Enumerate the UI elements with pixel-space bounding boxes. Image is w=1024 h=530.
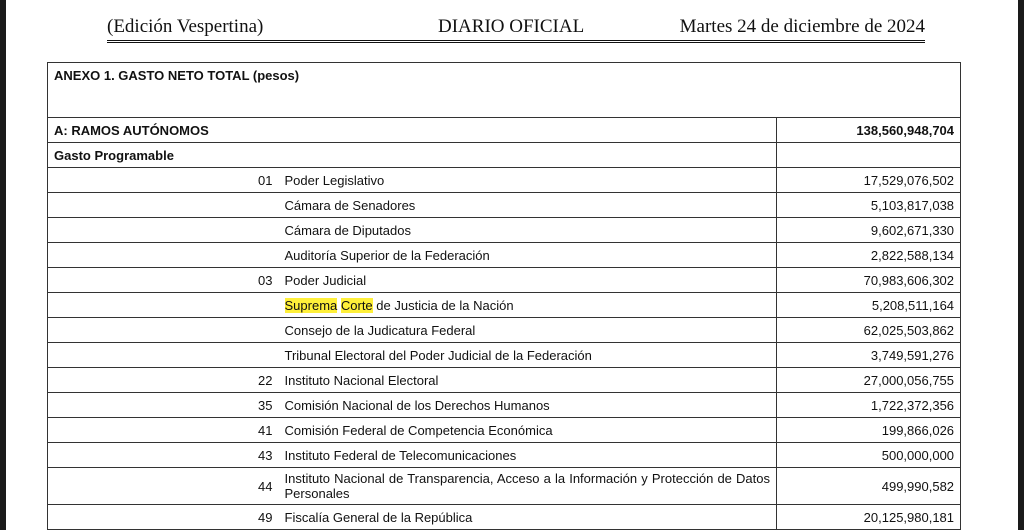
row-code [48, 318, 279, 343]
highlighted-word[interactable]: Corte [340, 297, 373, 313]
table-row-highlighted [48, 293, 961, 318]
table-row [48, 268, 961, 293]
row-name [279, 293, 777, 318]
publication-title: DIARIO OFICIAL [438, 16, 585, 37]
row-code: 22 [48, 368, 279, 393]
row-name: Instituto Nacional Electoral [279, 368, 777, 393]
row-amount: 9,602,671,330 [777, 218, 961, 243]
row-amount: 5,208,511,164 [777, 293, 961, 318]
table-row [48, 505, 961, 530]
section-row [48, 118, 961, 143]
subsection-label: Gasto Programable [48, 143, 777, 168]
row-name-rest: de Justicia de la Nación [376, 297, 514, 313]
row-amount: 3,749,591,276 [777, 343, 961, 368]
row-amount: 27,000,056,755 [777, 368, 961, 393]
row-name: Cámara de Diputados [279, 218, 777, 243]
row-code [48, 193, 279, 218]
row-name: Poder Judicial [279, 268, 777, 293]
table-row [48, 418, 961, 443]
edition-label: (Edición Vespertina) [107, 16, 264, 37]
row-name: Comisión Nacional de los Derechos Humanos [279, 393, 777, 418]
table-row [48, 468, 961, 505]
table-row [48, 168, 961, 193]
row-amount: 5,103,817,038 [777, 193, 961, 218]
row-code [48, 343, 279, 368]
header-rule [107, 40, 925, 43]
row-amount: 20,125,980,181 [777, 505, 961, 530]
row-code: 41 [48, 418, 279, 443]
highlighted-word[interactable]: Suprema [284, 297, 338, 313]
table-row [48, 193, 961, 218]
row-name: Auditoría Superior de la Federación [279, 243, 777, 268]
table-row [48, 393, 961, 418]
row-code: 44 [48, 468, 279, 505]
budget-table [47, 62, 961, 530]
row-code [48, 243, 279, 268]
table-row [48, 318, 961, 343]
row-name: Fiscalía General de la República [279, 505, 777, 530]
publication-date: Martes 24 de diciembre de 2024 [679, 16, 925, 37]
table-row [48, 343, 961, 368]
row-code [48, 218, 279, 243]
row-name: Tribunal Electoral del Poder Judicial de la Federación [279, 343, 777, 368]
right-edge-bar [1018, 0, 1024, 530]
row-name: Cámara de Senadores [279, 193, 777, 218]
table-title: ANEXO 1. GASTO NETO TOTAL (pesos) [48, 63, 961, 118]
row-amount: 62,025,503,862 [777, 318, 961, 343]
row-amount: 17,529,076,502 [777, 168, 961, 193]
row-amount: 70,983,606,302 [777, 268, 961, 293]
row-amount: 499,990,582 [777, 468, 961, 505]
table-row [48, 443, 961, 468]
row-amount: 199,866,026 [777, 418, 961, 443]
section-total: 138,560,948,704 [777, 118, 961, 143]
section-label: A: RAMOS AUTÓNOMOS [48, 118, 777, 143]
row-code: 43 [48, 443, 279, 468]
page-header [107, 14, 925, 42]
row-amount: 500,000,000 [777, 443, 961, 468]
table-row [48, 368, 961, 393]
row-amount: 1,722,372,356 [777, 393, 961, 418]
row-code: 01 [48, 168, 279, 193]
table-row [48, 218, 961, 243]
left-edge-bar [0, 0, 6, 530]
row-code: 35 [48, 393, 279, 418]
row-name: Instituto Federal de Telecomunicaciones [279, 443, 777, 468]
row-name: Consejo de la Judicatura Federal [279, 318, 777, 343]
row-code: 49 [48, 505, 279, 530]
row-name: Instituto Nacional de Transparencia, Acceso a la Información y Protección de Datos Personales [279, 468, 777, 505]
row-code: 03 [48, 268, 279, 293]
row-name: Poder Legislativo [279, 168, 777, 193]
table-row [48, 243, 961, 268]
row-amount: 2,822,588,134 [777, 243, 961, 268]
table-title-row [48, 63, 961, 118]
subsection-row [48, 143, 961, 168]
row-name: Comisión Federal de Competencia Económica [279, 418, 777, 443]
